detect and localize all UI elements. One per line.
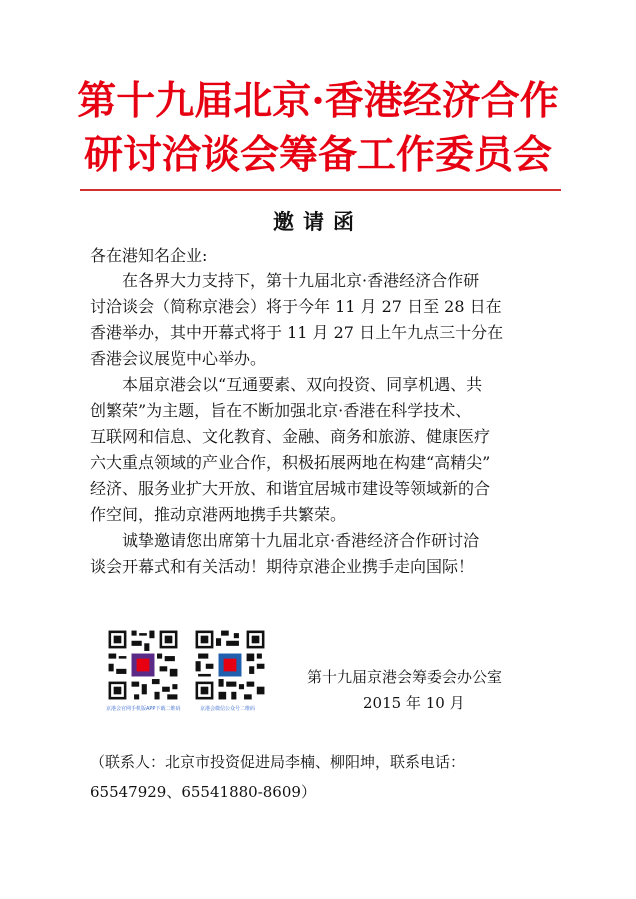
greeting-text: 各在港知名企业:	[90, 246, 208, 265]
contact-line-1: （联系人：北京市投资促进局李楠、柳阳坤，联系电话：	[90, 753, 466, 771]
body-line: 互联网和信息、文化教育、金融、商务和旅游、健康医疗	[90, 427, 491, 446]
header-divider	[80, 189, 561, 191]
qr-caption: 京港会微信公众号二维码	[200, 706, 256, 712]
signature-date: 2015 年 10 月	[363, 694, 465, 712]
letter-body	[90, 268, 560, 580]
body-line: 经济、服务业扩大开放、和谐宜居城市建设等领域新的合	[90, 479, 491, 498]
body-line: 创繁荣”为主题，旨在不断加强北京·香港在科学技术、	[90, 401, 472, 420]
signature-office: 第十九届京港会筹委会办公室	[307, 668, 503, 686]
body-line: 作空间，推动京港两地携手共繁荣。	[90, 505, 347, 524]
letter-heading: 邀请函	[273, 209, 363, 234]
title-line-2: 研讨洽谈会筹备工作委员会	[83, 132, 552, 178]
body-line: 香港举办，其中开幕式将于 11 月 27 日上午九点三十分在	[90, 323, 504, 342]
body-line: 诚挚邀请您出席第十九届北京·香港经济合作研讨洽	[122, 531, 480, 550]
contact-line-2: 65547929、65541880-8609）	[90, 783, 316, 801]
title-line-1: 第十九届北京·香港经济合作	[77, 78, 559, 124]
qr-code-icon	[193, 628, 267, 702]
body-line: 讨洽谈会（简称京港会）将于今年 11 月 27 日至 28 日在	[90, 297, 502, 316]
greeting	[90, 243, 560, 269]
body-line: 香港会议展览中心举办。	[90, 349, 267, 368]
signature-block	[307, 664, 557, 716]
contact-info	[90, 747, 560, 807]
body-line: 本届京港会以“互通要素、双向投资、同享机遇、共	[122, 375, 483, 394]
qr-caption: 京港会官网手机版APP下载二维码	[106, 706, 181, 712]
qr-code-icon	[106, 628, 180, 702]
body-line: 六大重点领域的产业合作，积极拓展两地在构建“高精尖”	[90, 453, 491, 472]
body-line: 谈会开幕式和有关活动！期待京港企业携手走向国际！	[90, 557, 475, 576]
body-line: 在各界大力支持下，第十九届北京·香港经济合作研	[122, 271, 480, 290]
